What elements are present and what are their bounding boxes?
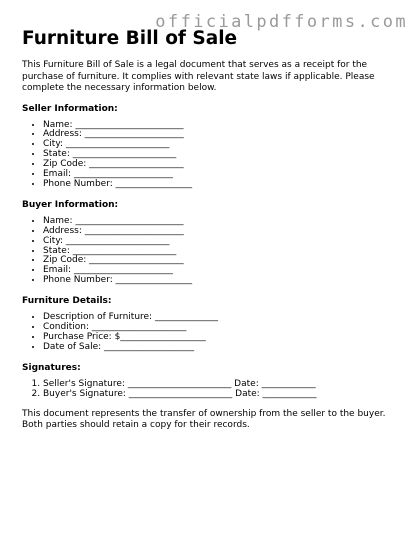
seller-city-field[interactable]: • City: _______________________ [43,140,402,150]
seller-phone-field[interactable]: • Phone Number: _________________ [43,180,402,190]
document [22,27,402,432]
buyer-state-field[interactable]: • State: _______________________ [43,247,402,257]
buyer-zip-field[interactable]: • Zip Code: _____________________ [43,256,402,266]
seller-name-field[interactable]: • Name: ________________________ [43,121,402,131]
buyer-address-field[interactable]: • Address: ______________________ [43,227,402,237]
seller-email-field[interactable]: • Email: ______________________ [43,170,402,180]
furniture-description-field[interactable]: • Description of Furniture: ______________ [43,313,402,323]
furniture-fields [22,313,402,353]
buyer-fields [22,217,402,286]
seller-heading: Seller Information: [22,103,118,114]
seller-state-field[interactable]: • State: _______________________ [43,150,402,160]
buyer-heading: Buyer Information: [22,199,119,210]
signature-fields [22,380,402,400]
furniture-heading: Furniture Details: [22,296,112,307]
buyer-city-field[interactable]: • City: _______________________ [43,237,402,247]
furniture-price-field[interactable]: • Purchase Price: $___________________ [43,333,402,343]
buyer-name-field[interactable]: • Name: ________________________ [43,217,402,227]
seller-fields [22,121,402,190]
seller-zip-field[interactable]: • Zip Code: _____________________ [43,160,402,170]
signatures-heading: Signatures: [22,362,81,373]
footer-paragraph: This document represents the transfer of ownership from the seller to the buyer. Both parties should retain a copy for their records. [22,408,386,431]
buyer-email-field[interactable]: • Email: ______________________ [43,266,402,276]
page-title: Furniture Bill of Sale [22,28,238,49]
watermark: officialpdfforms.com [155,12,408,32]
furniture-date-field[interactable]: • Date of Sale: ____________________ [43,343,402,353]
seller-address-field[interactable]: • Address: ______________________ [43,130,402,140]
intro-paragraph: This Furniture Bill of Sale is a legal document that serves as a receipt for the purchase of furniture. It complies with relevant state laws if applicable. Please complete the necessary information below. [22,60,375,93]
buyer-signature-field[interactable]: 2. Buyer's Signature: _______________________ Date: ____________ [43,390,402,400]
furniture-condition-field[interactable]: • Condition: _____________________ [43,323,402,333]
buyer-phone-field[interactable]: • Phone Number: _________________ [43,276,402,286]
seller-signature-field[interactable]: 1. Seller's Signature: _______________________ Date: ____________ [43,380,402,390]
